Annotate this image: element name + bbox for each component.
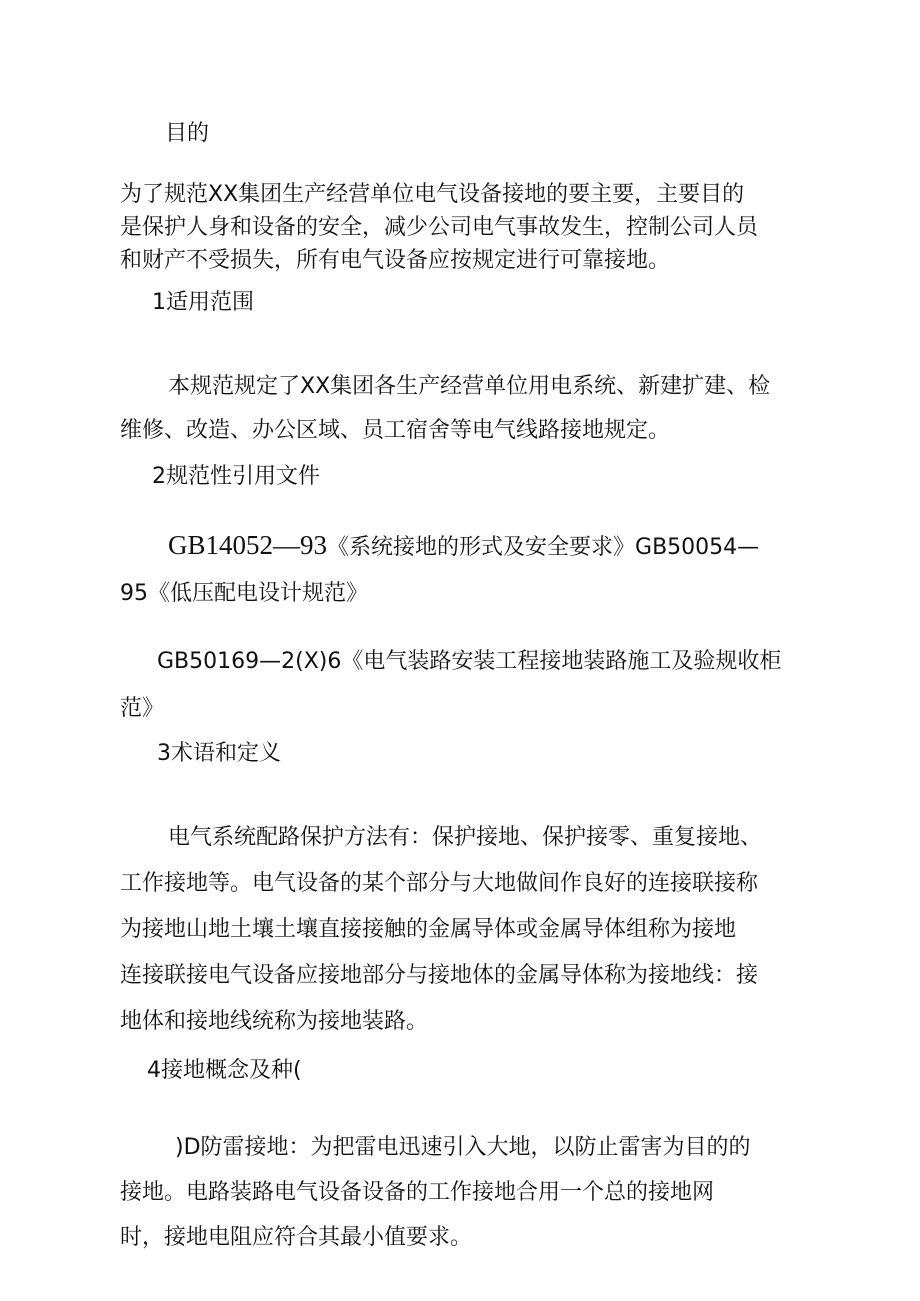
paragraph-section-4-line-3: 时，接地电阻应符合其最小值要求。 [120, 1225, 473, 1250]
heading-section-2: 2规范性引用文件 [152, 464, 320, 489]
paragraph-section-3-line-2: 工作接地等。电气设备的某个部分与大地做间作良好的连接联接称 [120, 871, 759, 896]
reference-1-line-1 [120, 522, 759, 571]
paragraph-purpose [120, 178, 758, 277]
heading-purpose: 目的 [165, 121, 210, 146]
paragraph-purpose-line-2: 是保护人身和设备的安全，减少公司电气事故发生，控制公司人员 [120, 215, 759, 240]
paragraph-section-1-line-2: 维修、改造、办公区域、员工宿舍等电气线路接地规定。 [120, 418, 671, 443]
paragraph-section-1-line-1: 本规范规定了XX集团各生产经营单位用电系统、新建扩建、检 [168, 374, 771, 399]
reference-1 [120, 522, 759, 617]
reference-1-code: GB14052—93 [168, 530, 328, 560]
paragraph-purpose-line-1: 为了规范XX集团生产经营单位电气设备接地的要主要，主要目的 [120, 182, 745, 207]
reference-2-line-1: GB50169—2(X)6《电气装路安装工程接地装路施工及验规收柜 [157, 649, 782, 674]
paragraph-section-4-line-1: )D防雷接地：为把雷电迅速引入大地，以防止雷害为目的的 [175, 1135, 751, 1160]
paragraph-section-1 [120, 365, 770, 453]
paragraph-section-4-line-2: 接地。电路装路电气设备设备的工作接地合用一个总的接地网 [120, 1180, 715, 1205]
paragraph-section-3-line-5: 地体和接地线统称为接地装路。 [120, 1009, 429, 1034]
reference-2 [120, 638, 781, 732]
paragraph-section-4 [120, 1125, 751, 1260]
paragraph-section-3 [120, 815, 762, 1045]
paragraph-section-3-line-3: 为接地山地土壤土壤直接接触的金属导体或金属导体组称为接地 [120, 917, 737, 942]
paragraph-section-3-line-4: 连接联接电气设备应接地部分与接地体的金属导体称为接地线：接 [120, 963, 759, 988]
paragraph-purpose-line-3: 和财产不受损失，所有电气设备应按规定进行可靠接地。 [120, 248, 671, 273]
reference-2-line-2: 范》 [120, 696, 165, 721]
heading-section-3: 3术语和定义 [157, 741, 281, 766]
heading-section-1: 1适用范围 [152, 290, 254, 315]
heading-section-4: 4接地概念及种( [147, 1058, 302, 1083]
reference-1-line-2: 95《低压配电设计规范》 [120, 581, 368, 606]
reference-1-title: 《系统接地的形式及安全要求》GB50054— [327, 535, 760, 560]
paragraph-section-3-line-1: 电气系统配路保护方法有：保护接地、保护接零、重复接地、 [168, 825, 763, 850]
